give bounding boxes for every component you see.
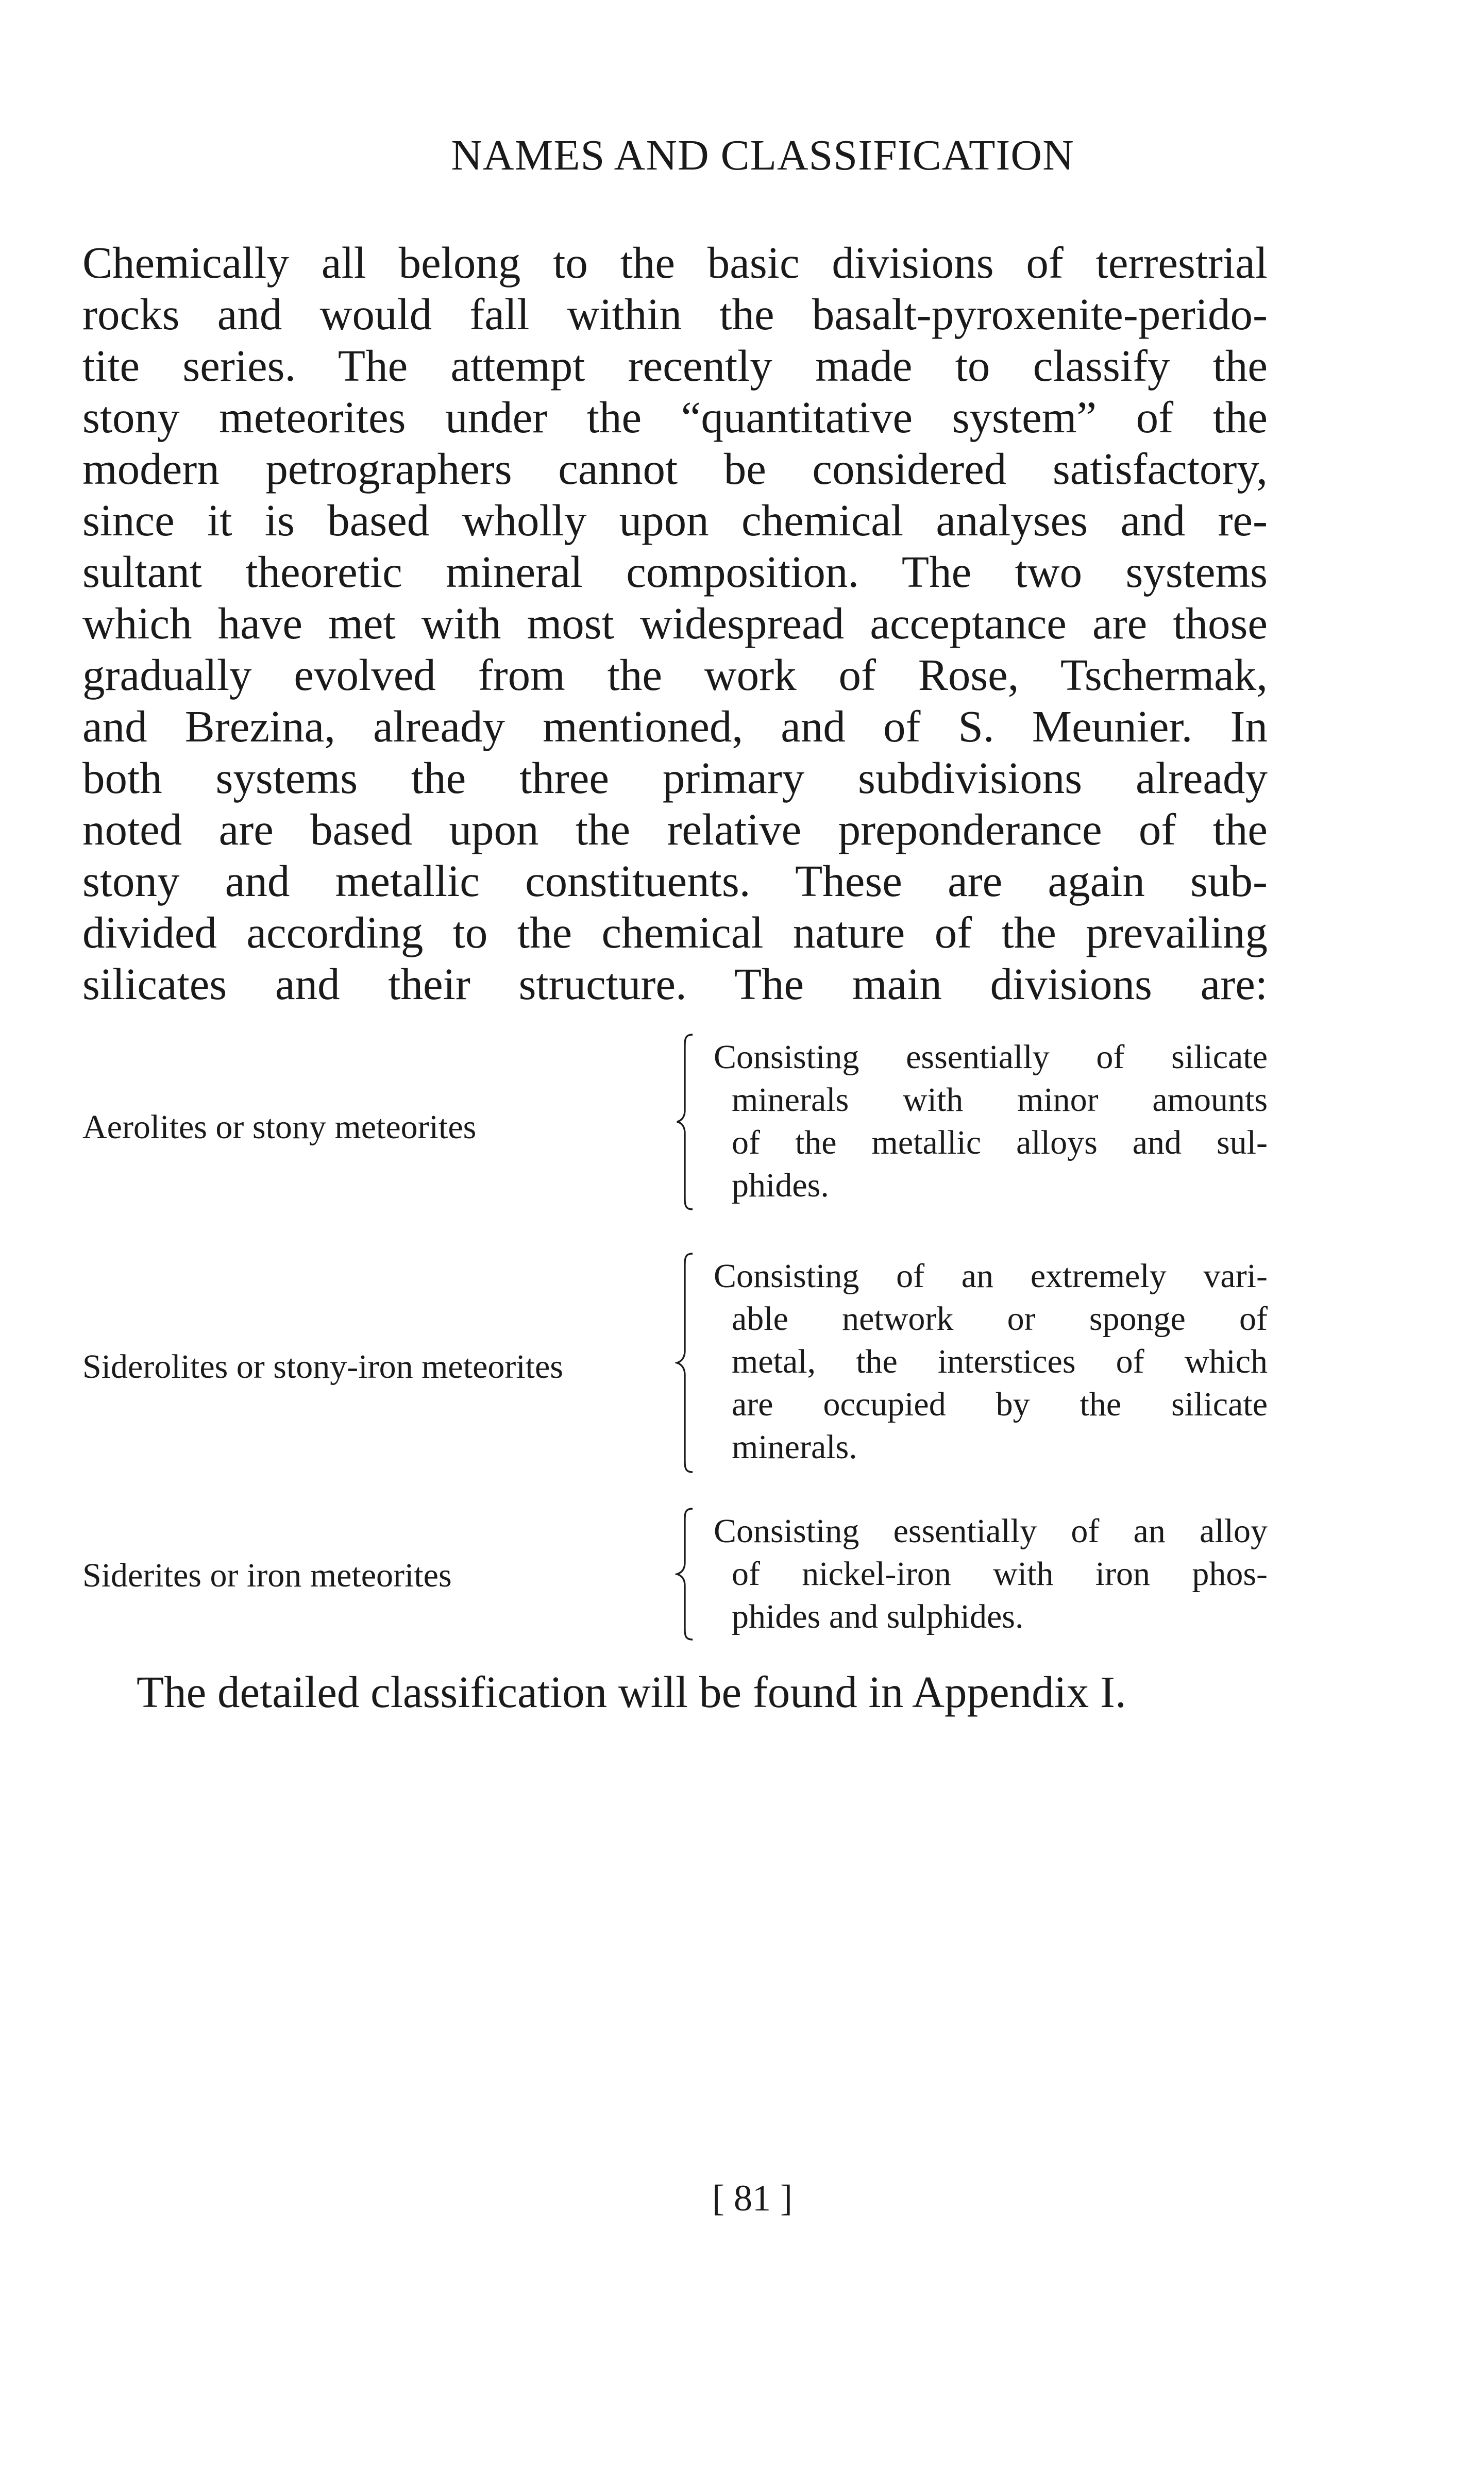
text-line: and Brezina, already mentioned, and of S. Meunier. In	[82, 701, 1268, 751]
description-line: of nickel-iron with iron phos-	[732, 1555, 1268, 1593]
class-name: Aerolites or stony meteorites	[82, 1108, 477, 1146]
description-line: phides and sulphides.	[732, 1598, 1024, 1635]
text-line: modern petrographers cannot be considered satisfactory,	[82, 444, 1268, 494]
description-line: metal, the interstices of which	[732, 1343, 1268, 1380]
text-line: both systems the three primary subdivisions already	[82, 753, 1268, 803]
description-line: Consisting essentially of silicate	[714, 1038, 1268, 1076]
description-line: phides.	[732, 1167, 829, 1204]
description-line: are occupied by the silicate	[732, 1386, 1268, 1423]
class-description	[714, 1036, 1268, 1207]
curly-brace-icon	[675, 1507, 695, 1641]
class-description	[714, 1255, 1268, 1468]
text-line: sultant theoretic mineral composition. The two systems	[82, 547, 1268, 597]
page-number-label: [ 81 ]	[712, 2177, 792, 2219]
description-line: able network or sponge of	[732, 1300, 1268, 1338]
curly-brace-icon	[675, 1033, 695, 1211]
curly-brace-icon	[675, 1252, 695, 1474]
page-number	[0, 2177, 1484, 2219]
text-line: gradually evolved from the work of Rose, Tschermak,	[82, 650, 1268, 700]
text-line: silicates and their structure. The main divisions are:	[82, 959, 1268, 1009]
text-line: noted are based upon the relative preponderance of the	[82, 804, 1268, 854]
running-title: NAMES AND CLASSIFICATION	[451, 131, 1074, 179]
class-name: Siderites or iron meteorites	[82, 1557, 452, 1594]
text-line: tite series. The attempt recently made to classify the	[82, 341, 1268, 391]
text-line: stony meteorites under the “quantitative system” of the	[82, 392, 1268, 442]
description-line: minerals.	[732, 1428, 857, 1466]
description-line: of the metallic alloys and sul-	[732, 1124, 1268, 1161]
description-line: minerals with minor amounts	[732, 1081, 1268, 1119]
text-line: Chemically all belong to the basic divisions of terrestrial	[82, 238, 1268, 288]
text-line: rocks and would fall within the basalt-pyroxenite-perido-	[82, 289, 1268, 339]
classification-row	[82, 1255, 1268, 1476]
running-header	[0, 131, 1484, 179]
classification-row	[82, 1510, 1268, 1644]
text-line: since it is based wholly upon chemical analyses and re-	[82, 495, 1268, 545]
text-line: stony and metallic constituents. These are again sub-	[82, 856, 1268, 906]
text-line: divided according to the chemical nature of the prevailing	[82, 907, 1268, 957]
text-line: which have met with most widespread acceptance are those	[82, 598, 1268, 648]
class-name: Siderolites or stony-iron meteorites	[82, 1348, 563, 1386]
description-line: Consisting essentially of an alloy	[714, 1512, 1268, 1550]
class-description	[714, 1510, 1268, 1638]
classification-row	[82, 1036, 1268, 1211]
closing-sentence: The detailed classification will be found in Appendix I.	[137, 1667, 1126, 1717]
body-paragraph	[82, 237, 1268, 1010]
description-line: Consisting of an extremely vari-	[714, 1257, 1268, 1295]
